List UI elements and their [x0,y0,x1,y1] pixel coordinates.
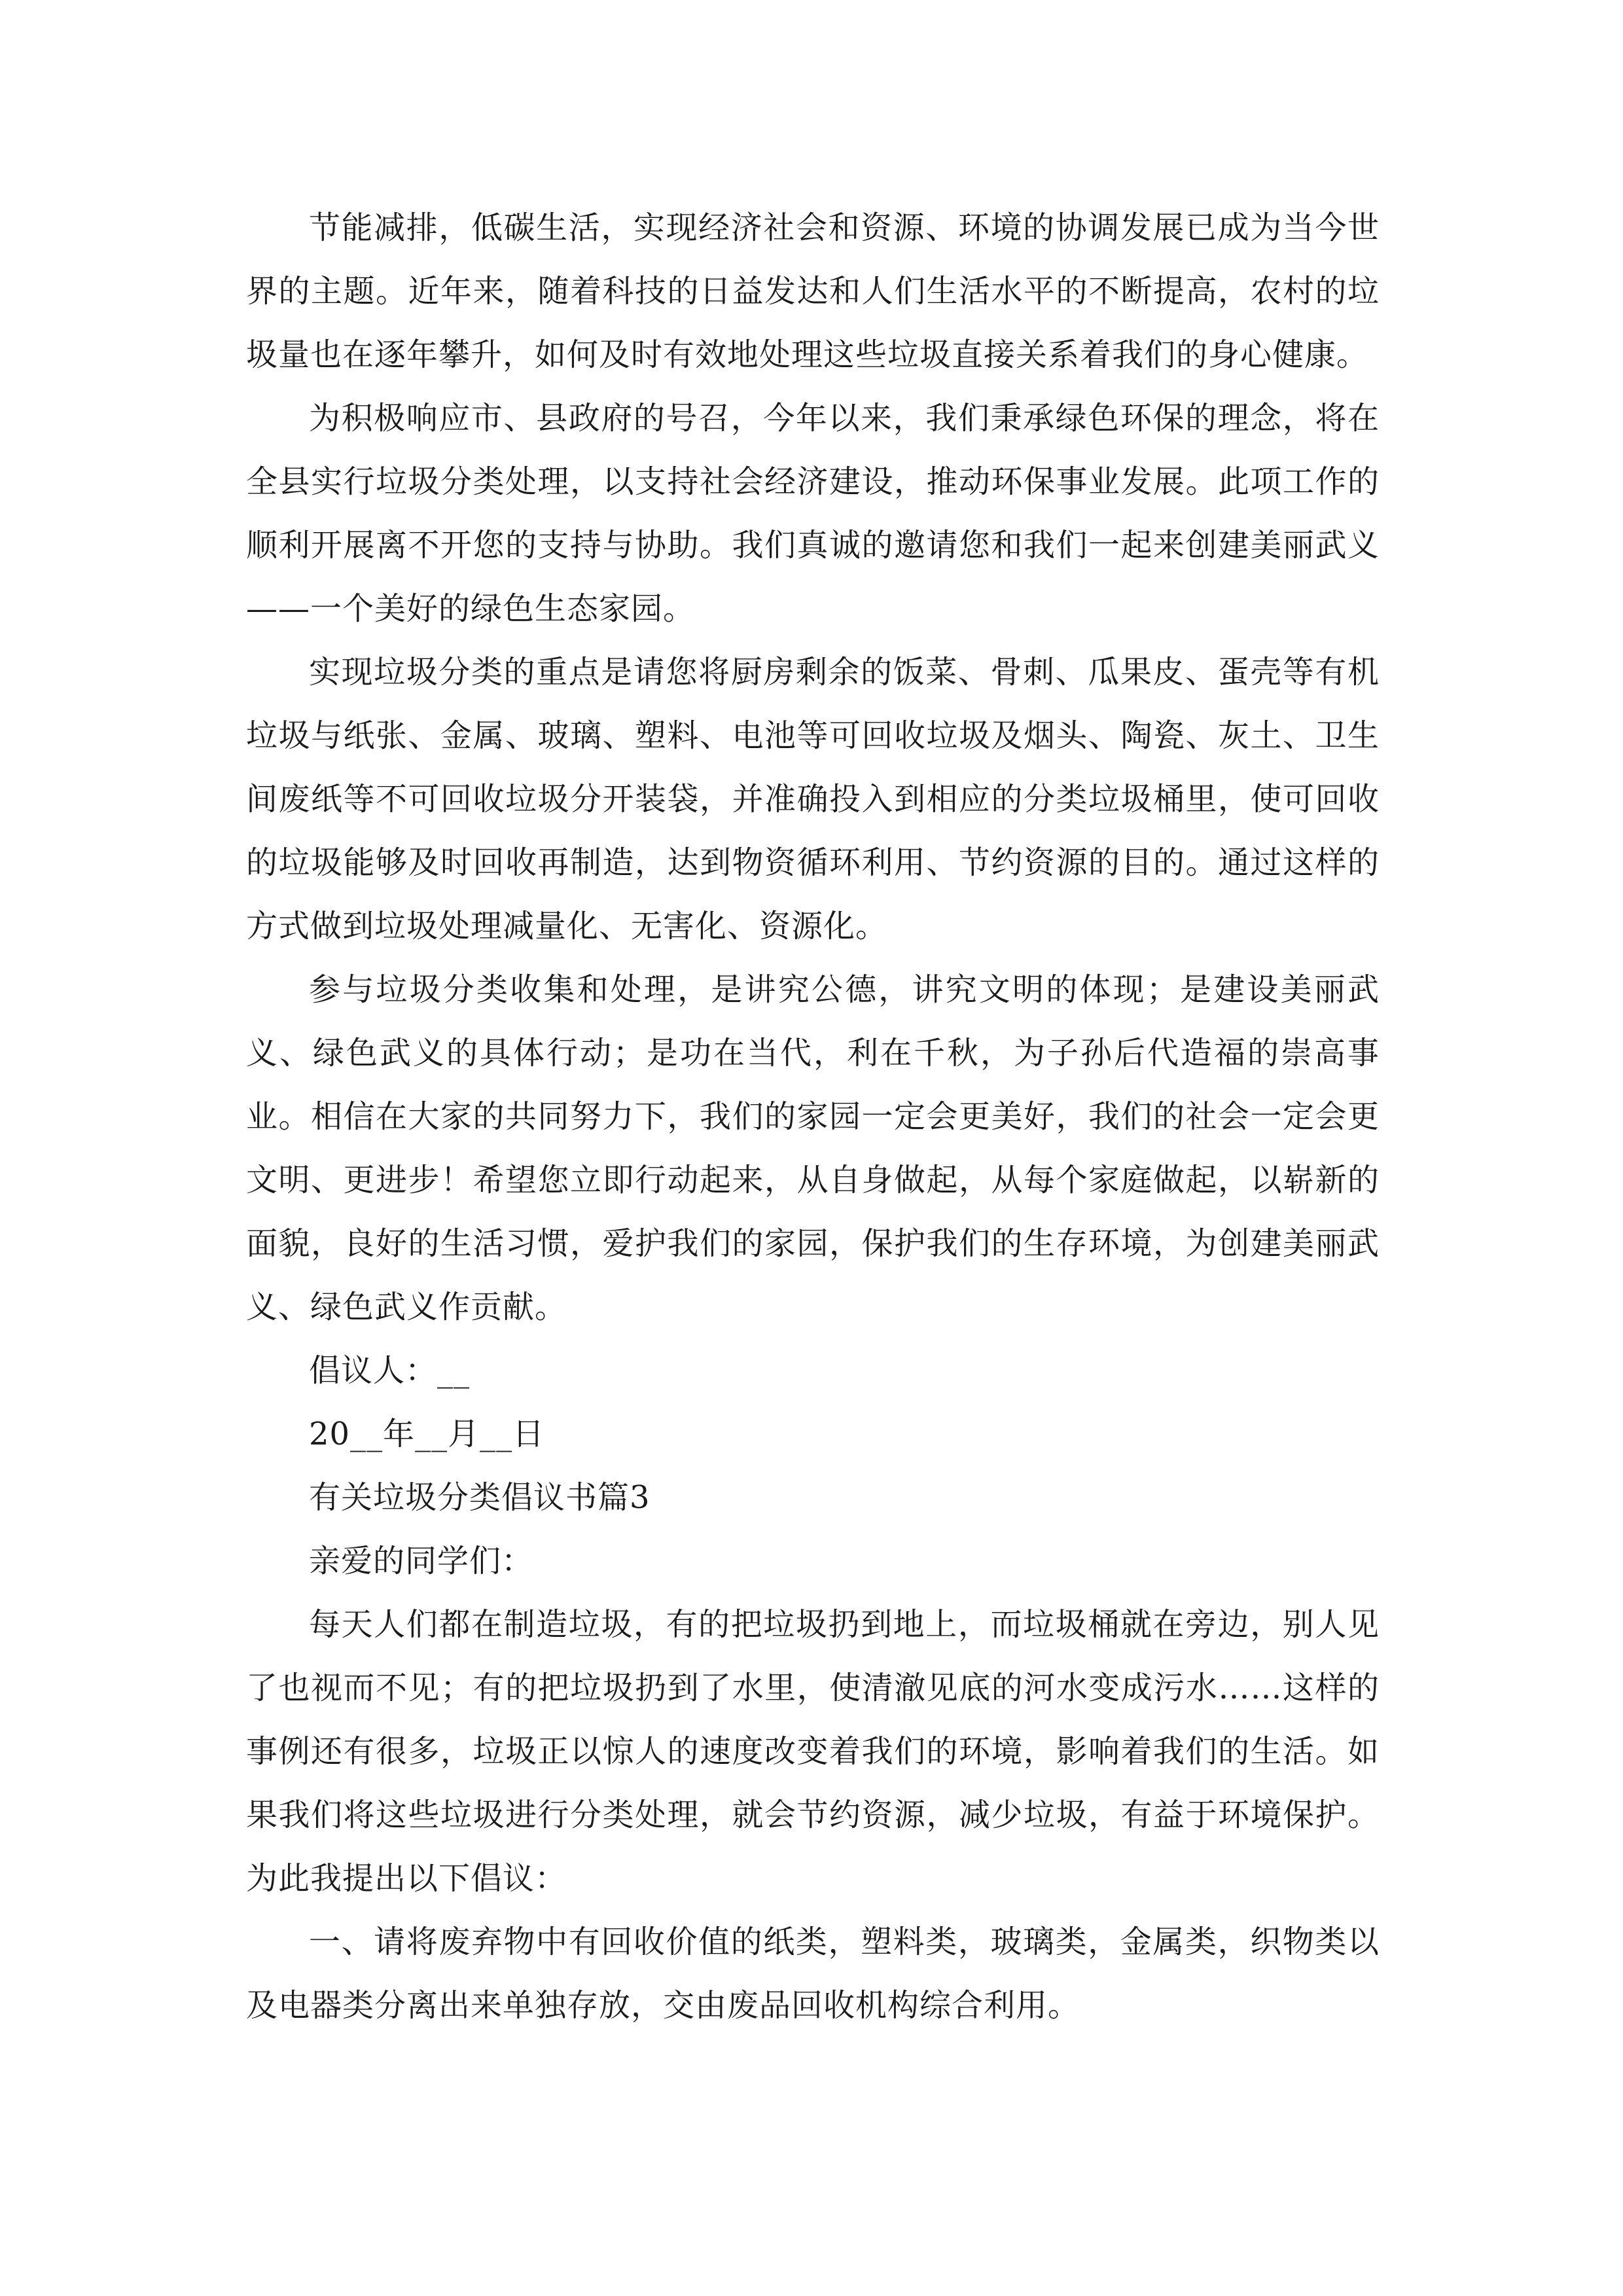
date-line: 20__年__月__日 [309,1416,545,1452]
paragraph-participation: 参与垃圾分类收集和处理，是讲究公德，讲究文明的体现；是建设美丽武义、绿色武义的具体行动；是功在当代，利在千秋，为子孙后代造福的崇高事业。相信在大家的共同努力下，我们的家园一定会更美好，我们的社会一定会更文明、更进步！希望您立即行动起来，从自身做起，从每个家庭做起，以崭新的面貌，良好的生活习惯，爱护我们的家园，保护我们的生存环境，为创建美丽武义、绿色武义作贡献。 [246,971,1380,1325]
paragraph-daily-garbage: 每天人们都在制造垃圾，有的把垃圾扔到地上，而垃圾桶就在旁边，别人见了也视而不见；有的把垃圾扔到了水里，使清澈见底的河水变成污水……这样的事例还有很多，垃圾正以惊人的速度改变着我们的环境，影响着我们的生活。如果我们将这些垃圾进行分类处理，就会节约资源，减少垃圾，有益于环境保护。为此我提出以下倡议： [246,1606,1380,1897]
paragraph-proposal-one: 一、请将废弃物中有回收价值的纸类，塑料类，玻璃类，金属类，织物类以及电器类分离出来单独存放，交由废品回收机构综合利用。 [246,1924,1380,2024]
document-body [246,196,1380,2037]
section-title: 有关垃圾分类倡议书篇3 [309,1479,651,1516]
paragraph-intro: 节能减排，低碳生活，实现经济社会和资源、环境的协调发展已成为当今世界的主题。近年来，随着科技的日益发达和人们生活水平的不断提高，农村的垃圾量也在逐年攀升，如何及时有效地处理这些垃圾直接关系着我们的身心健康。 [246,209,1380,373]
signature-line: 倡议人：__ [309,1352,471,1389]
paragraph-sorting-method: 实现垃圾分类的重点是请您将厨房剩余的饭菜、骨刺、瓜果皮、蛋壳等有机垃圾与纸张、金属、玻璃、塑料、电池等可回收垃圾及烟头、陶瓷、灰土、卫生间废纸等不可回收垃圾分开装袋，并准确投入到相应的分类垃圾桶里，使可回收的垃圾能够及时回收再制造，达到物资循环利用、节约资源的目的。通过这样的方式做到垃圾处理减量化、无害化、资源化。 [246,654,1380,944]
paragraph-response: 为积极响应市、县政府的号召，今年以来，我们秉承绿色环保的理念，将在全县实行垃圾分类处理，以支持社会经济建设，推动环保事业发展。此项工作的顺利开展离不开您的支持与协助。我们真诚的邀请您和我们一起来创建美丽武义——一个美好的绿色生态家园。 [246,400,1380,627]
salutation: 亲爱的同学们： [309,1543,534,1579]
